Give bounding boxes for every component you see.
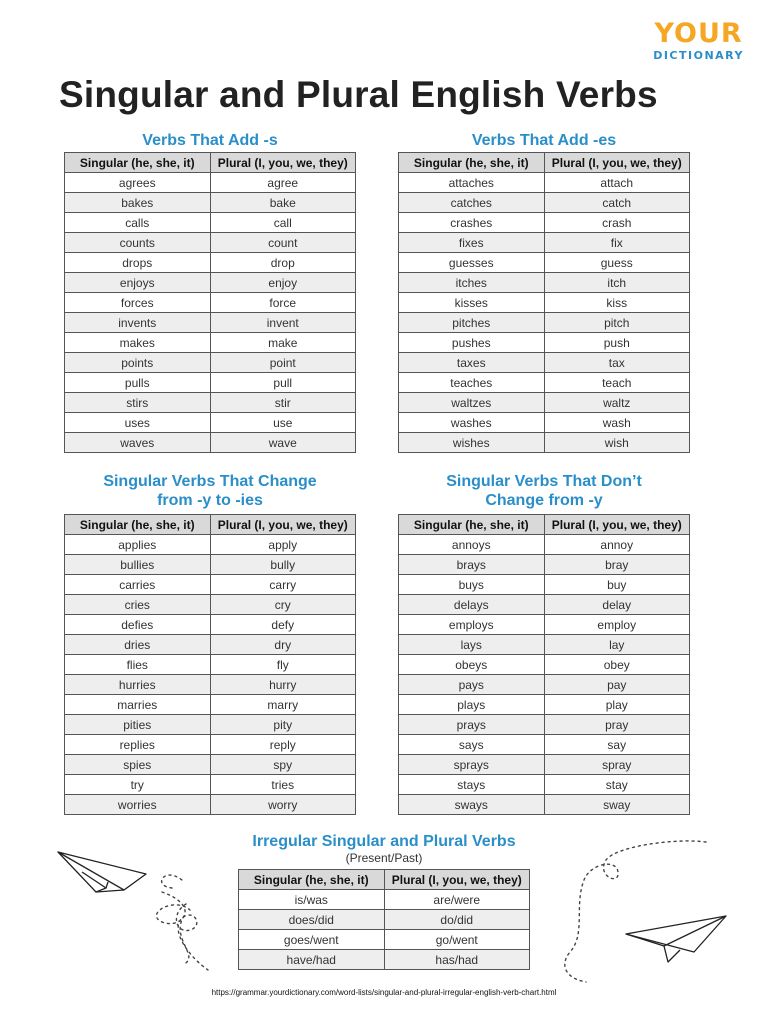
table-row [399, 775, 690, 795]
cell-plural: do/did [384, 910, 530, 930]
verb-table [238, 869, 530, 970]
cell-singular: bakes [65, 193, 211, 213]
section-title-line: Singular Verbs That Change [103, 473, 317, 490]
cell-plural: use [210, 413, 356, 433]
table-row [65, 193, 356, 213]
table-row [399, 615, 690, 635]
cell-singular: enjoys [65, 273, 211, 293]
cell-singular: pulls [65, 373, 211, 393]
column-header-plural: Plural (I, you, we, they) [544, 515, 690, 535]
table-row [65, 735, 356, 755]
cell-plural: wave [210, 433, 356, 453]
cell-singular: sprays [399, 755, 545, 775]
cell-plural: spray [544, 755, 690, 775]
section-verbs-y-to-ies [64, 472, 356, 815]
table-row [399, 393, 690, 413]
cell-singular: crashes [399, 213, 545, 233]
cell-plural: are/were [384, 890, 530, 910]
section-title [398, 131, 690, 150]
table-row [65, 213, 356, 233]
cell-singular: worries [65, 795, 211, 815]
cell-singular: counts [65, 233, 211, 253]
cell-plural: delay [544, 595, 690, 615]
cell-singular: attaches [399, 173, 545, 193]
table-row [65, 715, 356, 735]
cell-plural: kiss [544, 293, 690, 313]
table-row [65, 635, 356, 655]
cell-singular: taxes [399, 353, 545, 373]
cell-singular: dries [65, 635, 211, 655]
cell-plural: worry [210, 795, 356, 815]
table-row [399, 755, 690, 775]
table-row [399, 575, 690, 595]
cell-plural: pity [210, 715, 356, 735]
verb-table [398, 152, 690, 453]
table-row [65, 433, 356, 453]
cell-plural: apply [210, 535, 356, 555]
cell-singular: applies [65, 535, 211, 555]
cell-plural: teach [544, 373, 690, 393]
cell-singular: fixes [399, 233, 545, 253]
cell-plural: carry [210, 575, 356, 595]
cell-singular: flies [65, 655, 211, 675]
logo-wordmark-dictionary: DICTIONARY [653, 49, 744, 62]
table-row [239, 950, 530, 970]
cell-plural: enjoy [210, 273, 356, 293]
cell-plural: dry [210, 635, 356, 655]
cell-plural: pitch [544, 313, 690, 333]
column-header-plural: Plural (I, you, we, they) [210, 515, 356, 535]
cell-singular: pities [65, 715, 211, 735]
cell-plural: pray [544, 715, 690, 735]
table-row [399, 253, 690, 273]
table-row [65, 333, 356, 353]
cell-plural: wish [544, 433, 690, 453]
table-row [399, 595, 690, 615]
cell-singular: forces [65, 293, 211, 313]
cell-singular: invents [65, 313, 211, 333]
cell-singular: obeys [399, 655, 545, 675]
cell-plural: force [210, 293, 356, 313]
cell-plural: itch [544, 273, 690, 293]
cell-singular: lays [399, 635, 545, 655]
cell-plural: cry [210, 595, 356, 615]
cell-plural: fix [544, 233, 690, 253]
table-row [399, 353, 690, 373]
cell-singular: is/was [239, 890, 385, 910]
column-header-singular: Singular (he, she, it) [65, 153, 211, 173]
table-row [399, 675, 690, 695]
cell-plural: crash [544, 213, 690, 233]
cell-plural: obey [544, 655, 690, 675]
source-url[interactable]: https://grammar.yourdictionary.com/word-lists/singular-and-plural-irregular-english-verb-chart.html [211, 988, 557, 997]
section-title-line: Verbs That Add -s [142, 132, 278, 149]
table-row [65, 353, 356, 373]
cell-plural: invent [210, 313, 356, 333]
cell-plural: stay [544, 775, 690, 795]
cell-singular: goes/went [239, 930, 385, 950]
cell-singular: cries [65, 595, 211, 615]
cell-plural: call [210, 213, 356, 233]
cell-singular: replies [65, 735, 211, 755]
table-row [399, 655, 690, 675]
column-header-singular: Singular (he, she, it) [239, 870, 385, 890]
table-row [65, 535, 356, 555]
cell-singular: drops [65, 253, 211, 273]
cell-singular: stirs [65, 393, 211, 413]
cell-singular: uses [65, 413, 211, 433]
section-verbs-no-change-y [398, 472, 690, 815]
cell-singular: spies [65, 755, 211, 775]
table-row [399, 535, 690, 555]
cell-plural: pull [210, 373, 356, 393]
table-row [399, 213, 690, 233]
cell-plural: waltz [544, 393, 690, 413]
cell-singular: waltzes [399, 393, 545, 413]
column-header-plural: Plural (I, you, we, they) [544, 153, 690, 173]
cell-singular: pays [399, 675, 545, 695]
table-row [65, 293, 356, 313]
section-title-line: Irregular Singular and Plural Verbs [252, 833, 516, 850]
cell-plural: pay [544, 675, 690, 695]
table-row [65, 695, 356, 715]
table-row [65, 615, 356, 635]
section-title [238, 832, 530, 851]
verb-table [64, 514, 356, 815]
column-header-plural: Plural (I, you, we, they) [210, 153, 356, 173]
section-title-line: from -y to -ies [157, 492, 263, 509]
cell-singular: kisses [399, 293, 545, 313]
table-row [239, 910, 530, 930]
cell-plural: count [210, 233, 356, 253]
section-title-line: Singular Verbs That Don’t [446, 473, 642, 490]
cell-plural: bully [210, 555, 356, 575]
cell-singular: defies [65, 615, 211, 635]
cell-plural: go/went [384, 930, 530, 950]
table-row [65, 595, 356, 615]
cell-singular: brays [399, 555, 545, 575]
cell-singular: points [65, 353, 211, 373]
table-row [399, 715, 690, 735]
cell-plural: play [544, 695, 690, 715]
cell-singular: teaches [399, 373, 545, 393]
section-title [64, 472, 356, 510]
table-row [65, 373, 356, 393]
cell-singular: plays [399, 695, 545, 715]
cell-singular: delays [399, 595, 545, 615]
table-row [399, 293, 690, 313]
cell-plural: has/had [384, 950, 530, 970]
section-title [398, 472, 690, 510]
table-row [65, 555, 356, 575]
dotted-swirl-decoration [168, 900, 228, 980]
cell-plural: sway [544, 795, 690, 815]
table-row [239, 930, 530, 950]
table-row [399, 313, 690, 333]
table-row [65, 273, 356, 293]
table-row [399, 333, 690, 353]
table-row [65, 755, 356, 775]
cell-singular: itches [399, 273, 545, 293]
section-verbs-add-es [398, 131, 690, 453]
cell-singular: calls [65, 213, 211, 233]
table-row [399, 635, 690, 655]
cell-singular: pushes [399, 333, 545, 353]
paper-plane-icon [622, 912, 732, 972]
column-header-singular: Singular (he, she, it) [399, 153, 545, 173]
cell-singular: have/had [239, 950, 385, 970]
cell-singular: employs [399, 615, 545, 635]
cell-singular: buys [399, 575, 545, 595]
cell-singular: waves [65, 433, 211, 453]
cell-plural: marry [210, 695, 356, 715]
table-row [399, 233, 690, 253]
cell-singular: catches [399, 193, 545, 213]
table-row [65, 795, 356, 815]
table-row [399, 735, 690, 755]
cell-singular: bullies [65, 555, 211, 575]
cell-plural: attach [544, 173, 690, 193]
table-row [65, 253, 356, 273]
cell-singular: hurries [65, 675, 211, 695]
cell-plural: bake [210, 193, 356, 213]
table-row [65, 775, 356, 795]
logo-wordmark-your: YOUR [654, 18, 743, 49]
cell-plural: defy [210, 615, 356, 635]
cell-singular: does/did [239, 910, 385, 930]
table-row [399, 373, 690, 393]
column-header-plural: Plural (I, you, we, they) [384, 870, 530, 890]
cell-plural: wash [544, 413, 690, 433]
table-row [399, 433, 690, 453]
table-row [65, 575, 356, 595]
cell-singular: pitches [399, 313, 545, 333]
cell-plural: bray [544, 555, 690, 575]
verb-table [64, 152, 356, 453]
cell-singular: marries [65, 695, 211, 715]
table-row [399, 413, 690, 433]
table-row [399, 173, 690, 193]
table-row [239, 890, 530, 910]
section-title [64, 131, 356, 150]
section-title-line: Change from -y [485, 492, 603, 509]
table-row [65, 313, 356, 333]
cell-singular: makes [65, 333, 211, 353]
cell-plural: tries [210, 775, 356, 795]
cell-plural: hurry [210, 675, 356, 695]
cell-plural: catch [544, 193, 690, 213]
section-subtitle: (Present/Past) [345, 851, 423, 865]
cell-plural: drop [210, 253, 356, 273]
cell-plural: agree [210, 173, 356, 193]
cell-singular: says [399, 735, 545, 755]
cell-singular: prays [399, 715, 545, 735]
cell-plural: guess [544, 253, 690, 273]
cell-plural: reply [210, 735, 356, 755]
table-row [65, 233, 356, 253]
cell-singular: try [65, 775, 211, 795]
table-row [399, 193, 690, 213]
cell-singular: guesses [399, 253, 545, 273]
cell-plural: point [210, 353, 356, 373]
cell-singular: sways [399, 795, 545, 815]
column-header-singular: Singular (he, she, it) [65, 515, 211, 535]
table-row [399, 555, 690, 575]
cell-plural: say [544, 735, 690, 755]
table-row [399, 273, 690, 293]
cell-plural: make [210, 333, 356, 353]
table-row [65, 173, 356, 193]
page-title: Singular and Plural English Verbs [59, 74, 658, 115]
cell-singular: agrees [65, 173, 211, 193]
verb-table [398, 514, 690, 815]
cell-singular: wishes [399, 433, 545, 453]
your-dictionary-logo[interactable] [653, 20, 744, 62]
cell-plural: spy [210, 755, 356, 775]
table-row [399, 795, 690, 815]
cell-singular: annoys [399, 535, 545, 555]
cell-singular: washes [399, 413, 545, 433]
column-header-singular: Singular (he, she, it) [399, 515, 545, 535]
cell-singular: stays [399, 775, 545, 795]
cell-plural: tax [544, 353, 690, 373]
cell-plural: stir [210, 393, 356, 413]
cell-plural: employ [544, 615, 690, 635]
table-row [65, 655, 356, 675]
table-row [65, 413, 356, 433]
cell-plural: push [544, 333, 690, 353]
table-row [65, 393, 356, 413]
section-title-line: Verbs That Add -es [471, 132, 617, 149]
cell-singular: carries [65, 575, 211, 595]
cell-plural: lay [544, 635, 690, 655]
cell-plural: fly [210, 655, 356, 675]
table-row [65, 675, 356, 695]
cell-plural: annoy [544, 535, 690, 555]
cell-plural: buy [544, 575, 690, 595]
section-irregular-verbs [238, 832, 530, 970]
section-verbs-add-s [64, 131, 356, 453]
table-row [399, 695, 690, 715]
